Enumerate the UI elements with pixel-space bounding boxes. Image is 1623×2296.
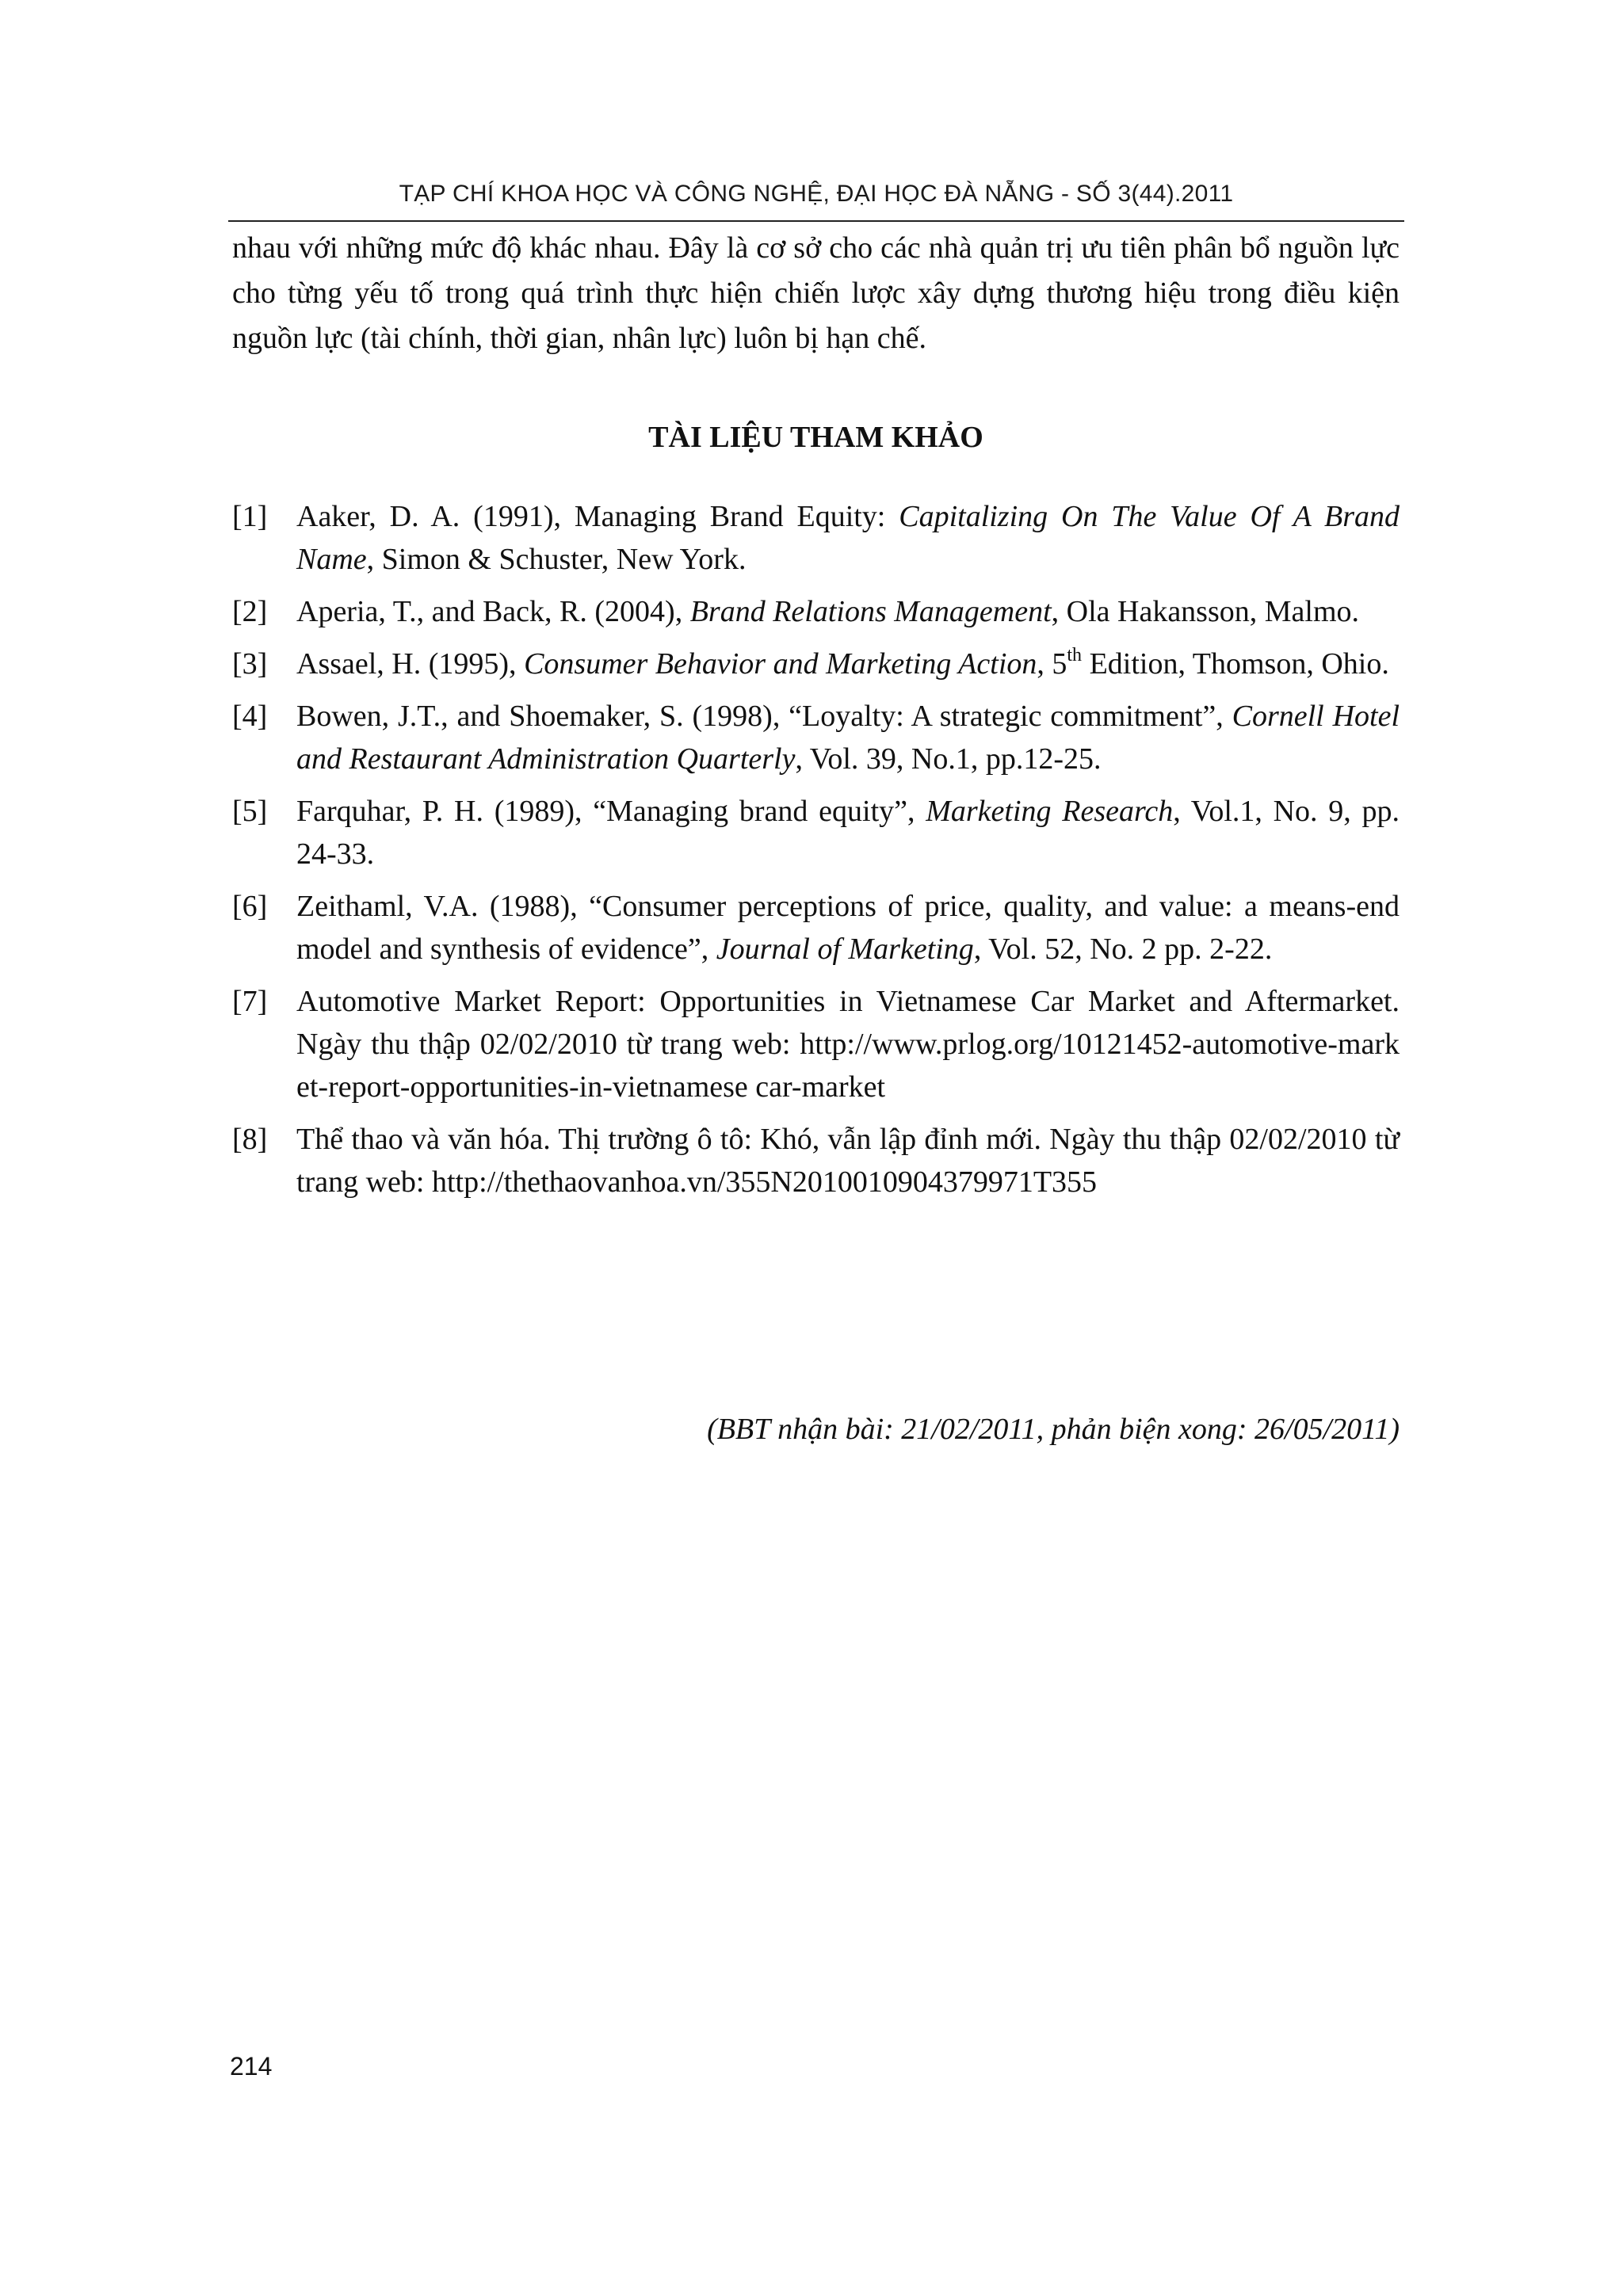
reference-item-2 [232, 590, 1400, 633]
reference-text-part: , Simon & Schuster, New York. [366, 543, 747, 576]
reference-text-part: Zeithaml, V.A. (1988), “Consumer perceptions of price, quality, and value: a means-end model and synthesis of evidence”, [296, 890, 1400, 966]
reference-number: [8] [232, 1123, 268, 1156]
reference-item-5 [232, 790, 1400, 875]
page-number: 214 [230, 2052, 273, 2081]
reference-item-4 [232, 695, 1400, 780]
reference-text [296, 500, 1400, 576]
reference-text [296, 1123, 1400, 1199]
reference-number: [5] [232, 795, 268, 828]
reference-title-italic: Brand Relations Management [689, 595, 1052, 628]
reference-text-part: , Vol. 39, No.1, pp.12-25. [795, 742, 1102, 776]
reference-item-8 [232, 1118, 1400, 1203]
reference-list [232, 495, 1400, 1213]
body-paragraph: nhau với những mức độ khác nhau. Đây là cơ sở cho các nhà quản trị ưu tiên phân bổ nguồn lực cho từng yếu tố trong quá trình thực hiện chiến lược xây dựng thương hiệu trong điều kiện nguồn lực (tài chính, thời gian, nhân lực) luôn bị hạn chế. [232, 231, 1400, 355]
reference-url: http://www.prlog.org/10121452-automotive-market-report-opportunities-in-vietnamese car-market [296, 1028, 1400, 1104]
reference-item-1 [232, 495, 1400, 581]
body-paragraph-block [232, 226, 1400, 361]
reference-text [296, 647, 1389, 681]
reference-title-italic: Capitalizing On The Value Of A Brand Name [296, 500, 1400, 576]
reference-number: [1] [232, 500, 268, 533]
reference-item-6 [232, 885, 1400, 971]
reference-number: [4] [232, 700, 268, 733]
reference-text-part: , Ola Hakansson, Malmo. [1051, 595, 1360, 628]
reference-text [296, 795, 1400, 871]
reference-number: [2] [232, 595, 268, 628]
reference-text-part: Edition, Thomson, Ohio. [1082, 647, 1389, 681]
reference-title-italic: Journal of Marketing [716, 933, 974, 966]
reference-superscript: th [1067, 645, 1083, 666]
reference-text [296, 595, 1359, 628]
reference-item-7 [232, 980, 1400, 1108]
header-divider [228, 220, 1404, 222]
reference-text-part: Aperia, T., and Back, R. (2004), [296, 595, 690, 628]
reference-text-part: , 5 [1037, 647, 1067, 681]
reference-text-part: Aaker, D. A. (1991), Managing Brand Equity: [296, 500, 899, 533]
reference-text [296, 985, 1400, 1104]
reference-text [296, 700, 1400, 776]
reference-title-italic: Consumer Behavior and Marketing Action [524, 647, 1037, 681]
reference-url: http://thethaovanhoa.vn/355N2010010904379971T355 [431, 1165, 1098, 1199]
reference-text-part: , Vol.1, No. 9, pp. 24-33. [296, 795, 1400, 871]
reference-item-3 [232, 643, 1400, 685]
references-title: TÀI LIỆU THAM KHẢO [648, 421, 983, 454]
reference-text-part: Farquhar, P. H. (1989), “Managing brand equity”, [296, 795, 926, 828]
reference-text-part: Bowen, J.T., and Shoemaker, S. (1998), “Loyalty: A strategic commitment”, [296, 700, 1232, 733]
reference-number: [7] [232, 985, 268, 1018]
reference-title-italic: Marketing Research [926, 795, 1174, 828]
reference-text [296, 890, 1400, 966]
reference-text-part: Thể thao và văn hóa. Thị trường ô tô: Khó, vẫn lập đỉnh mới. Ngày thu thập 02/02/2010 từ trang web: [296, 1123, 1400, 1199]
reference-number: [3] [232, 647, 268, 681]
reference-text-part: , Vol. 52, No. 2 pp. 2-22. [973, 933, 1273, 966]
reference-number: [6] [232, 890, 268, 923]
reference-title-italic: Cornell Hotel and Restaurant Administration Quarterly [296, 700, 1400, 776]
journal-header: TẠP CHÍ KHOA HỌC VÀ CÔNG NGHỆ, ĐẠI HỌC ĐÀ NẴNG - SỐ 3(44).2011 [399, 181, 1234, 207]
received-note: (BBT nhận bài: 21/02/2011, phản biện xong: 26/05/2011) [707, 1413, 1400, 1446]
reference-text-part: Assael, H. (1995), [296, 647, 525, 681]
reference-text-part: Automotive Market Report: Opportunities in Vietnamese Car Market and Aftermarket. Ngày thu thập 02/02/2010 từ trang web: [296, 985, 1400, 1061]
